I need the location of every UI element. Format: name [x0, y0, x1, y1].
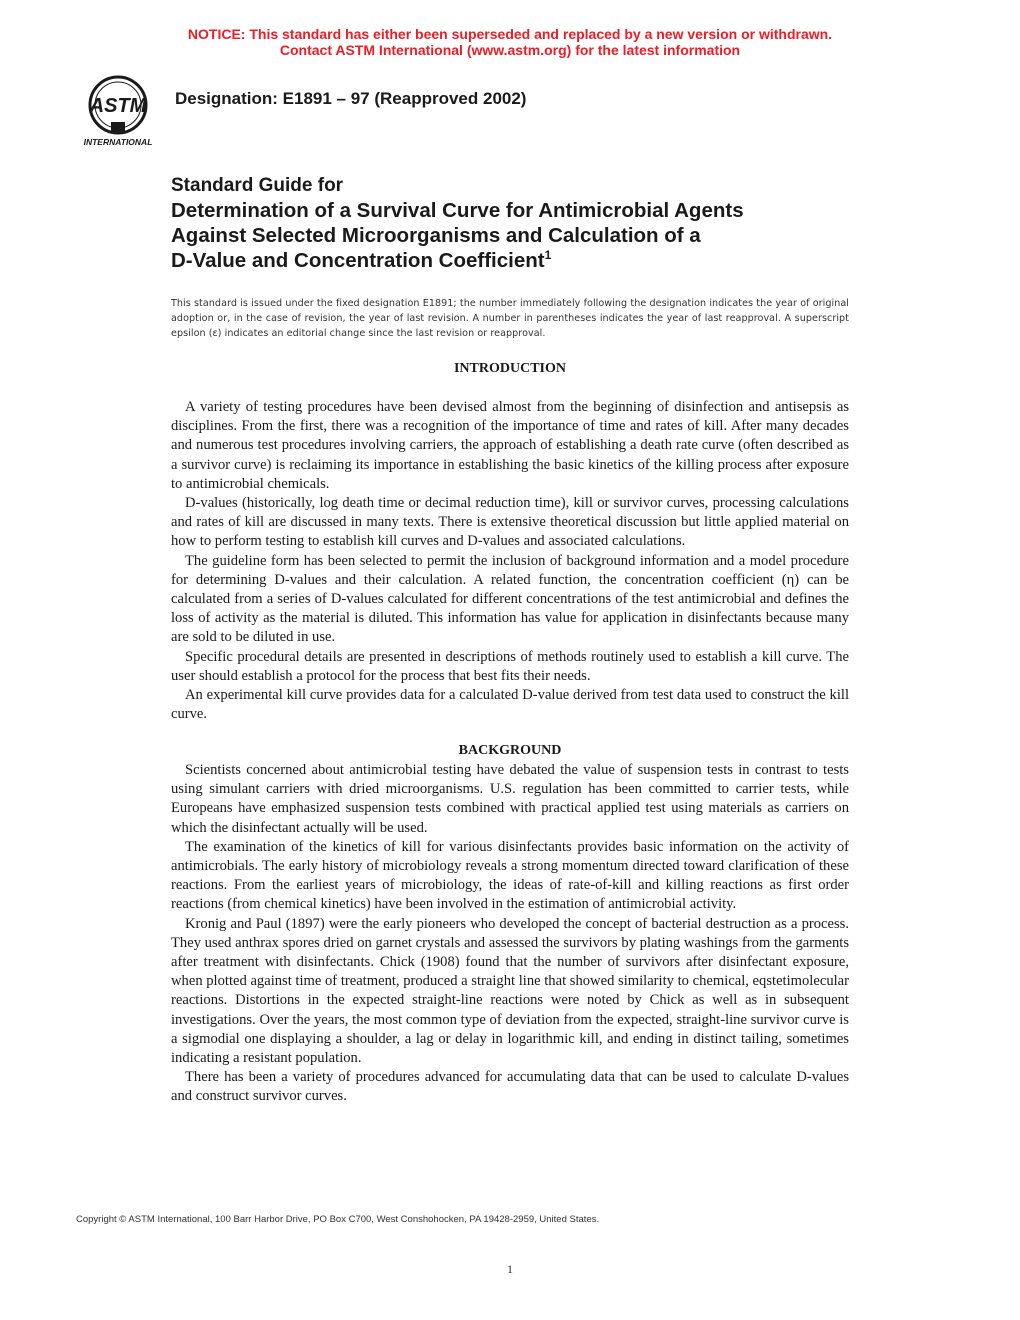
introduction-paragraph: The guideline form has been selected to permit the inclusion of background information and a model procedure for determining D-values and their calculation. A related function, the concentration coefficient (η) can be calculated from a series of D-values calculated for different concentrations of the test antimicrobial and defines the loss of activity as the material is diluted. This information has value for application in disinfectants because many are sold to be diluted in use.: [171, 552, 849, 646]
designation: Designation: E1891 – 97 (Reapproved 2002): [175, 89, 527, 108]
title-line-3: [171, 248, 871, 273]
notice-line-2: Contact ASTM International (www.astm.org) for the latest information: [279, 42, 741, 58]
background-paragraph: There has been a variety of procedures advanced for accumulating data that can be used to calculate D-values and construct survivor curves.: [171, 1069, 849, 1105]
standard-title: [171, 174, 871, 273]
title-line-2: Against Selected Microorganisms and Calculation of a: [171, 224, 701, 247]
introduction-paragraph: D-values (historically, log death time or decimal reduction time), kill or survivor curves, processing calculations and rates of kill are discussed in many texts. There is extensive theoretical discussion but little applied material on how to perform testing to establish kill curves and D-values and associated calculations.: [171, 495, 849, 550]
issuance-statement: This standard is issued under the fixed designation E1891; the number immediately following the designation indicates the year of original adoption or, in the case of revision, the year of last revision. A number in parentheses indicates the year of last reapproval. A superscript epsilon (ε) indicates an editorial change since the last revision or reapproval.: [171, 298, 849, 339]
background-paragraph: The examination of the kinetics of kill for various disinfectants provides basic information on the activity of antimicrobials. The early history of microbiology reveals a strong momentum directed toward clarification of these reactions. From the earliest years of microbiology, the ideas of rate-of-kill and killing reactions as first order reactions (from chemical kinetics) have been involved in the estimation of antimicrobial activity.: [171, 838, 849, 913]
introduction-heading: INTRODUCTION: [453, 361, 566, 376]
background-paragraph: Scientists concerned about antimicrobial testing have debated the value of suspension tests in contrast to tests using simulant carriers with dried microorganisms. U.S. regulation has been committed to carrier tests, while Europeans have emphasized suspension tests combined with practical applied test using materials as carriers on which the disinfectant actually will be used.: [171, 762, 849, 836]
withdrawal-notice: [0, 26, 1020, 58]
background-body: [171, 761, 849, 1107]
title-footnote-ref[interactable]: 1: [544, 248, 552, 263]
notice-line-1: NOTICE: This standard has either been superseded and replaced by a new version or withdrawn.: [187, 26, 833, 42]
background-heading: BACKGROUND: [458, 743, 562, 758]
copyright-notice: Copyright © ASTM International, 100 Barr Harbor Drive, PO Box C700, West Conshohocken, PA 19428-2959, United States.: [76, 1214, 600, 1225]
title-line-3-text: D-Value and Concentration Coefficient: [171, 249, 545, 272]
background-paragraph: Kronig and Paul (1897) were the early pioneers who developed the concept of bacterial destruction as a process. They used anthrax spores dried on garnet crystals and assessed the survivors by plating washings from the garments after treatment with disinfectants. Chick (1908) found that the number of survivors after disinfectant exposure, when plotted against time of treatment, produced a straight line that showed similarity to chemical, eqstetimolecular reactions. Distortions in the expected straight-line reactions were noted by Chick as well as in subsequent investigations. Over the years, the most common type of deviation from the expected, straight-line survivor curve is a sigmodial one displaying a shoulder, a lag or delay in logarithmic kill, and ending in distinct tailing, sometimes indicating a resistant population.: [171, 915, 850, 1067]
introduction-paragraph: A variety of testing procedures have been devised almost from the beginning of disinfection and antisepsis as disciplines. From the first, there was a recognition of the importance of time and rates of kill. After many decades and numerous test procedures involving carriers, the approach of establishing a death rate curve (often described as a survivor curve) is reclaiming its importance in establishing the basic kinetics of the killing process after exposure to antimicrobial chemicals.: [171, 399, 849, 492]
introduction-body: [171, 398, 849, 724]
astm-logo-icon: [78, 74, 158, 148]
introduction-paragraph: Specific procedural details are presented in descriptions of methods routinely used to establish a kill curve. The user should establish a protocol for the process that best fits their needs.: [171, 648, 849, 684]
title-line-standard-guide: Standard Guide for: [171, 175, 344, 196]
title-line-1: Determination of a Survival Curve for Antimicrobial Agents: [171, 199, 744, 222]
svg-text:INTERNATIONAL: INTERNATIONAL: [83, 137, 153, 147]
astm-logo: [78, 74, 158, 148]
page-number: 1: [507, 1262, 513, 1276]
introduction-paragraph: An experimental kill curve provides data for a calculated D-value derived from test data used to construct the kill curve.: [171, 687, 849, 723]
svg-text:ASTM: ASTM: [89, 95, 147, 117]
